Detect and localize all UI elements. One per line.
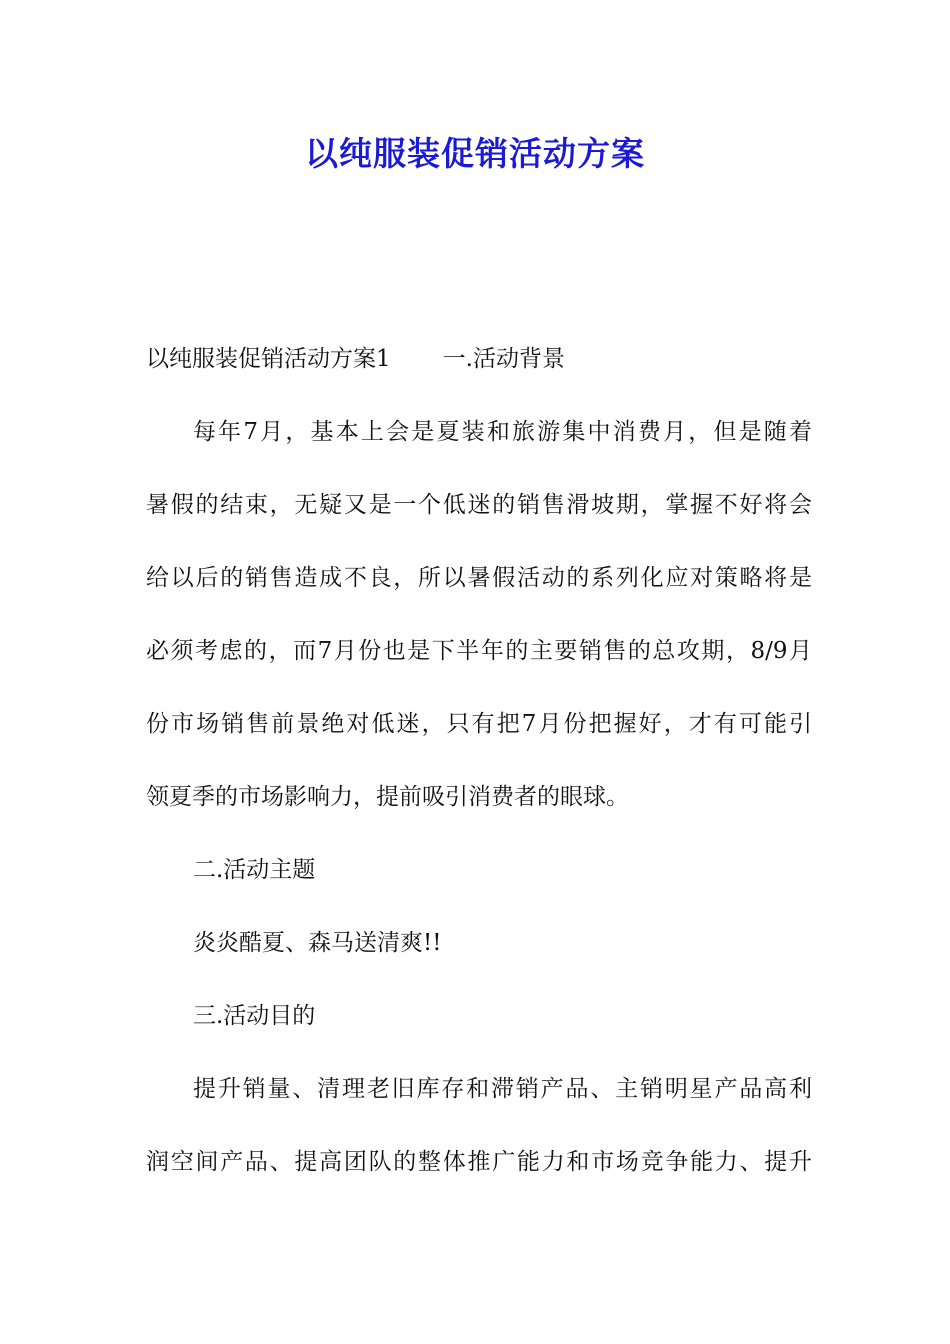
paragraph-line: 给以后的销售造成不良，所以暑假活动的系列化应对策略将是 [146, 565, 812, 591]
paragraph-line: 暑假的结束，无疑又是一个低迷的销售滑坡期，掌握不好将会 [146, 492, 812, 518]
paragraph-line: 润空间产品、提高团队的整体推广能力和市场竞争能力、提升 [146, 1149, 812, 1175]
paragraph-line: 每年7月，基本上会是夏装和旅游集中消费月，但是随着 [193, 419, 812, 445]
paragraph-line: 必须考虑的，而7月份也是下半年的主要销售的总攻期，8/9月 [146, 638, 812, 664]
paragraph-line: 份市场销售前景绝对低迷，只有把7月份把握好，才有可能引 [146, 711, 812, 737]
theme-text: 炎炎酷夏、森马送清爽!! [193, 930, 442, 956]
intro-line [146, 323, 812, 396]
section-heading-purpose: 三.活动目的 [193, 1003, 316, 1029]
document-body [146, 323, 812, 1199]
paragraph-line: 提升销量、清理老旧库存和滞销产品、主销明星产品高利 [193, 1076, 812, 1102]
section-heading-theme: 二.活动主题 [193, 857, 316, 883]
paragraph-line: 领夏季的市场影响力，提前吸引消费者的眼球。 [146, 784, 629, 810]
document-title: 以纯服装促销活动方案 [305, 134, 645, 173]
section-heading-background: 一.活动背景 [442, 346, 565, 372]
intro-heading: 以纯服装促销活动方案1 [146, 346, 391, 372]
